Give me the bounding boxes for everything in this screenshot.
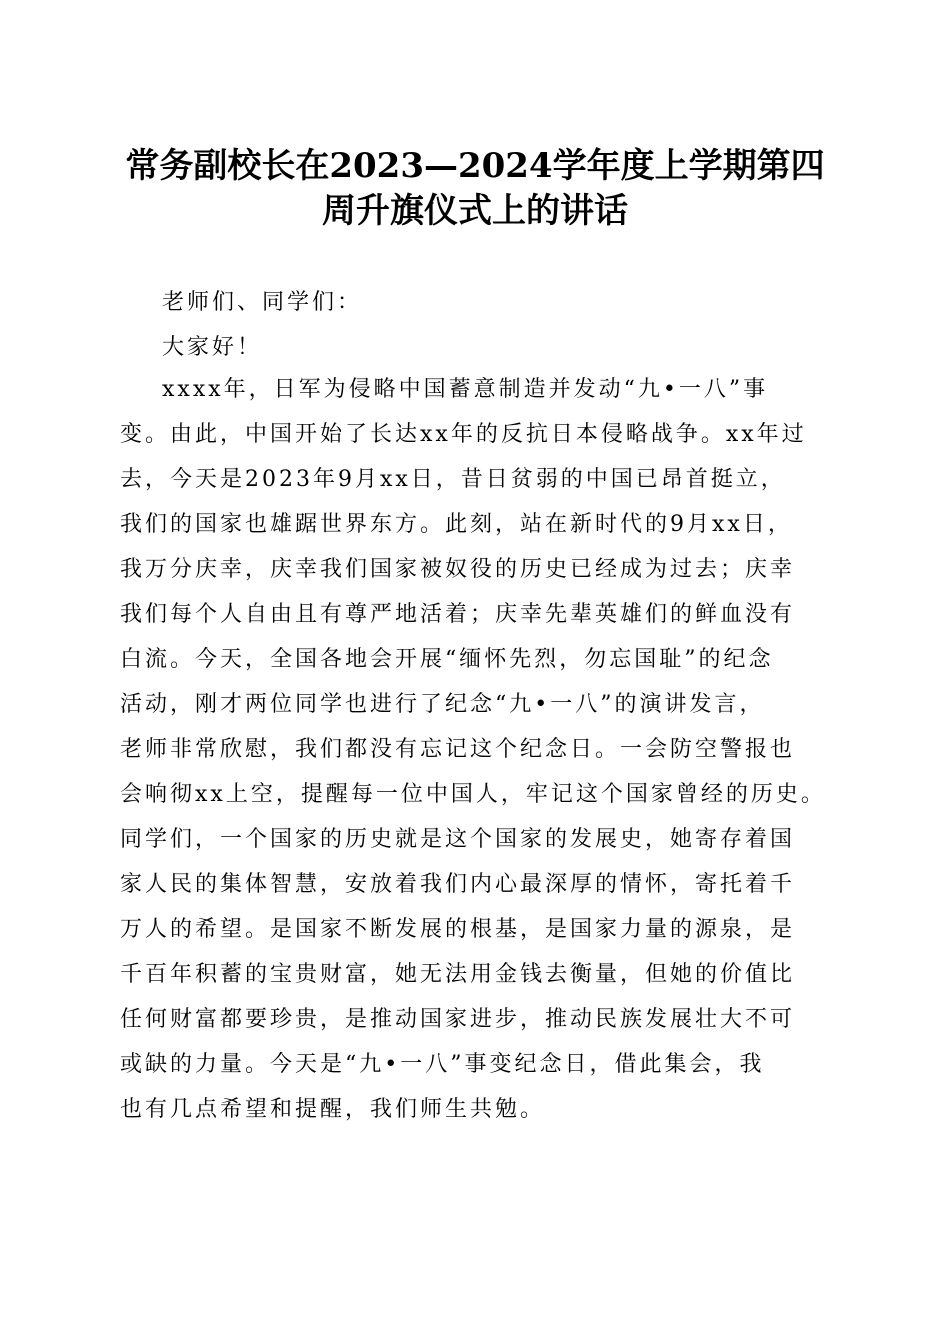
body-line: 也有几点希望和提醒，我们师生共勉。 bbox=[120, 1097, 546, 1122]
body-line: 家人民的集体智慧，安放着我们内心最深厚的情怀，寄托着千 bbox=[120, 872, 796, 897]
salutation: 老师们、同学们： bbox=[162, 290, 363, 315]
body-line: 老师非常欣慰，我们都没有忘记这个纪念日。一会防空警报也 bbox=[120, 737, 796, 762]
body-line: 活动，刚才两位同学也进行了纪念“九•一八”的演讲发言， bbox=[120, 692, 765, 717]
body-line: 同学们，一个国家的历史就是这个国家的发展史，她寄存着国 bbox=[120, 827, 796, 852]
body-line: 任何财富都要珍贵，是推动国家进步，推动民族发展壮大不可 bbox=[120, 1007, 796, 1032]
body-line: 或缺的力量。今天是“九•一八”事变纪念日，借此集会，我 bbox=[120, 1052, 765, 1077]
body-line: 我万分庆幸，庆幸我们国家被奴役的历史已经成为过去；庆幸 bbox=[120, 557, 796, 582]
body-line: 变。由此，中国开始了长达xx年的反抗日本侵略战争。xx年过 bbox=[120, 422, 807, 447]
body-line: 白流。今天，全国各地会开展“缅怀先烈，勿忘国耻”的纪念 bbox=[120, 647, 774, 672]
body-line: 万人的希望。是国家不断发展的根基，是国家力量的源泉，是 bbox=[120, 917, 796, 942]
body-line: 千百年积蓄的宝贵财富，她无法用金钱去衡量，但她的价值比 bbox=[120, 962, 796, 987]
body-line: 会响彻xx上空，提醒每一位中国人，牢记这个国家曾经的历史。 bbox=[120, 782, 826, 807]
body-line: xxxx年，日军为侵略中国蓄意制造并发动“九•一八”事 bbox=[162, 377, 769, 402]
body-line: 去，今天是2023年9月xx日，昔日贫弱的中国已昂首挺立， bbox=[120, 467, 786, 492]
body-line: 我们每个人自由且有尊严地活着；庆幸先辈英雄们的鲜血没有 bbox=[120, 602, 796, 627]
greeting: 大家好！ bbox=[162, 335, 263, 360]
document-title-line-2: 周升旗仪式上的讲话 bbox=[322, 191, 628, 231]
document-title-line-1: 常务副校长在2023—2024学年度上学期第四 bbox=[125, 146, 825, 186]
body-line: 我们的国家也雄踞世界东方。此刻，站在新时代的9月xx日， bbox=[120, 512, 793, 537]
